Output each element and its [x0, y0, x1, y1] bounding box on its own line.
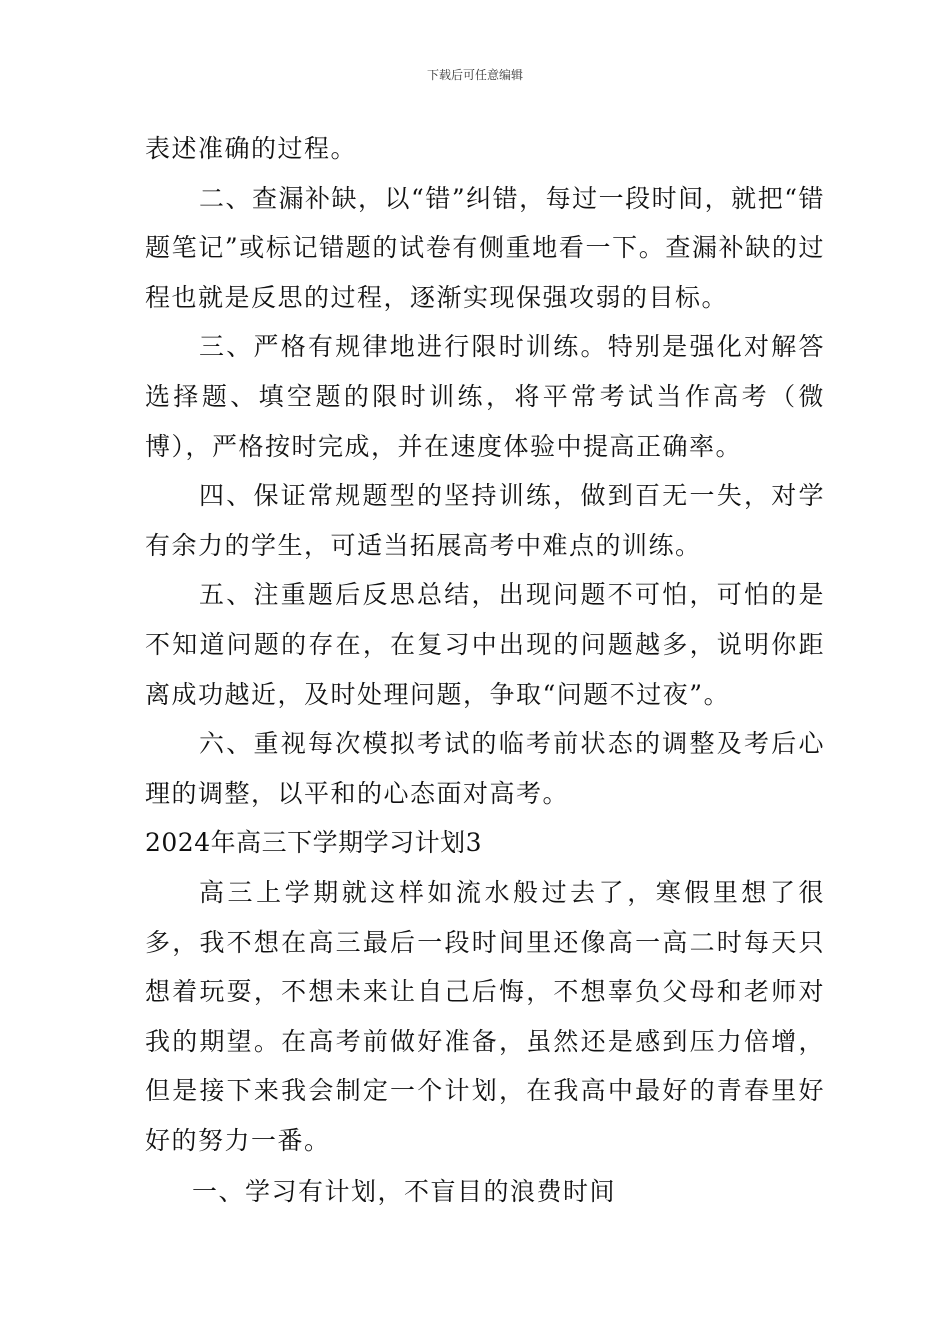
paragraph-point-5: 五、注重题后反思总结，出现问题不可怕，可怕的是不知道问题的存在，在复习中出现的问题越多，说明你距离成功越近，及时处理问题，争取“问题不过夜”。 — [145, 580, 825, 709]
paragraph-point-4: 四、保证常规题型的坚持训练，做到百无一失，对学有余力的学生，可适当拓展高考中难点的训练。 — [145, 481, 825, 560]
section-subheading: 一、学习有计划，不盲目的浪费时间 — [192, 1177, 617, 1207]
section-intro-paragraph: 高三上学期就这样如流水般过去了，寒假里想了很多，我不想在高三最后一段时间里还像高一高二时每天只想着玩耍，不想未来让自己后悔，不想辜负父母和老师对我的期望。在高考前做好准备，虽然还是感到压力倍增，但是接下来我会制定一个计划，在我高中最好的青春里好好的努力一番。 — [145, 877, 825, 1155]
paragraph-point-2: 二、查漏补缺，以“错”纠错，每过一段时间，就把“错题笔记”或标记错题的试卷有侧重地看一下。查漏补缺的过程也就是反思的过程，逐渐实现保强攻弱的目标。 — [145, 183, 825, 312]
paragraph-point-6: 六、重视每次模拟考试的临考前状态的调整及考后心理的调整，以平和的心态面对高考。 — [145, 729, 825, 808]
section-title: 2024年高三下学期学习计划3 — [145, 828, 483, 858]
page-header-note: 下载后可任意编辑 — [426, 68, 523, 82]
paragraph-point-3: 三、严格有规律地进行限时训练。特别是强化对解答选择题、填空题的限时训练，将平常考试当作高考（微博），严格按时完成，并在速度体验中提高正确率。 — [145, 332, 825, 461]
document-body — [145, 124, 825, 1217]
paragraph-continuation: 表述准确的过程。 — [145, 134, 358, 163]
